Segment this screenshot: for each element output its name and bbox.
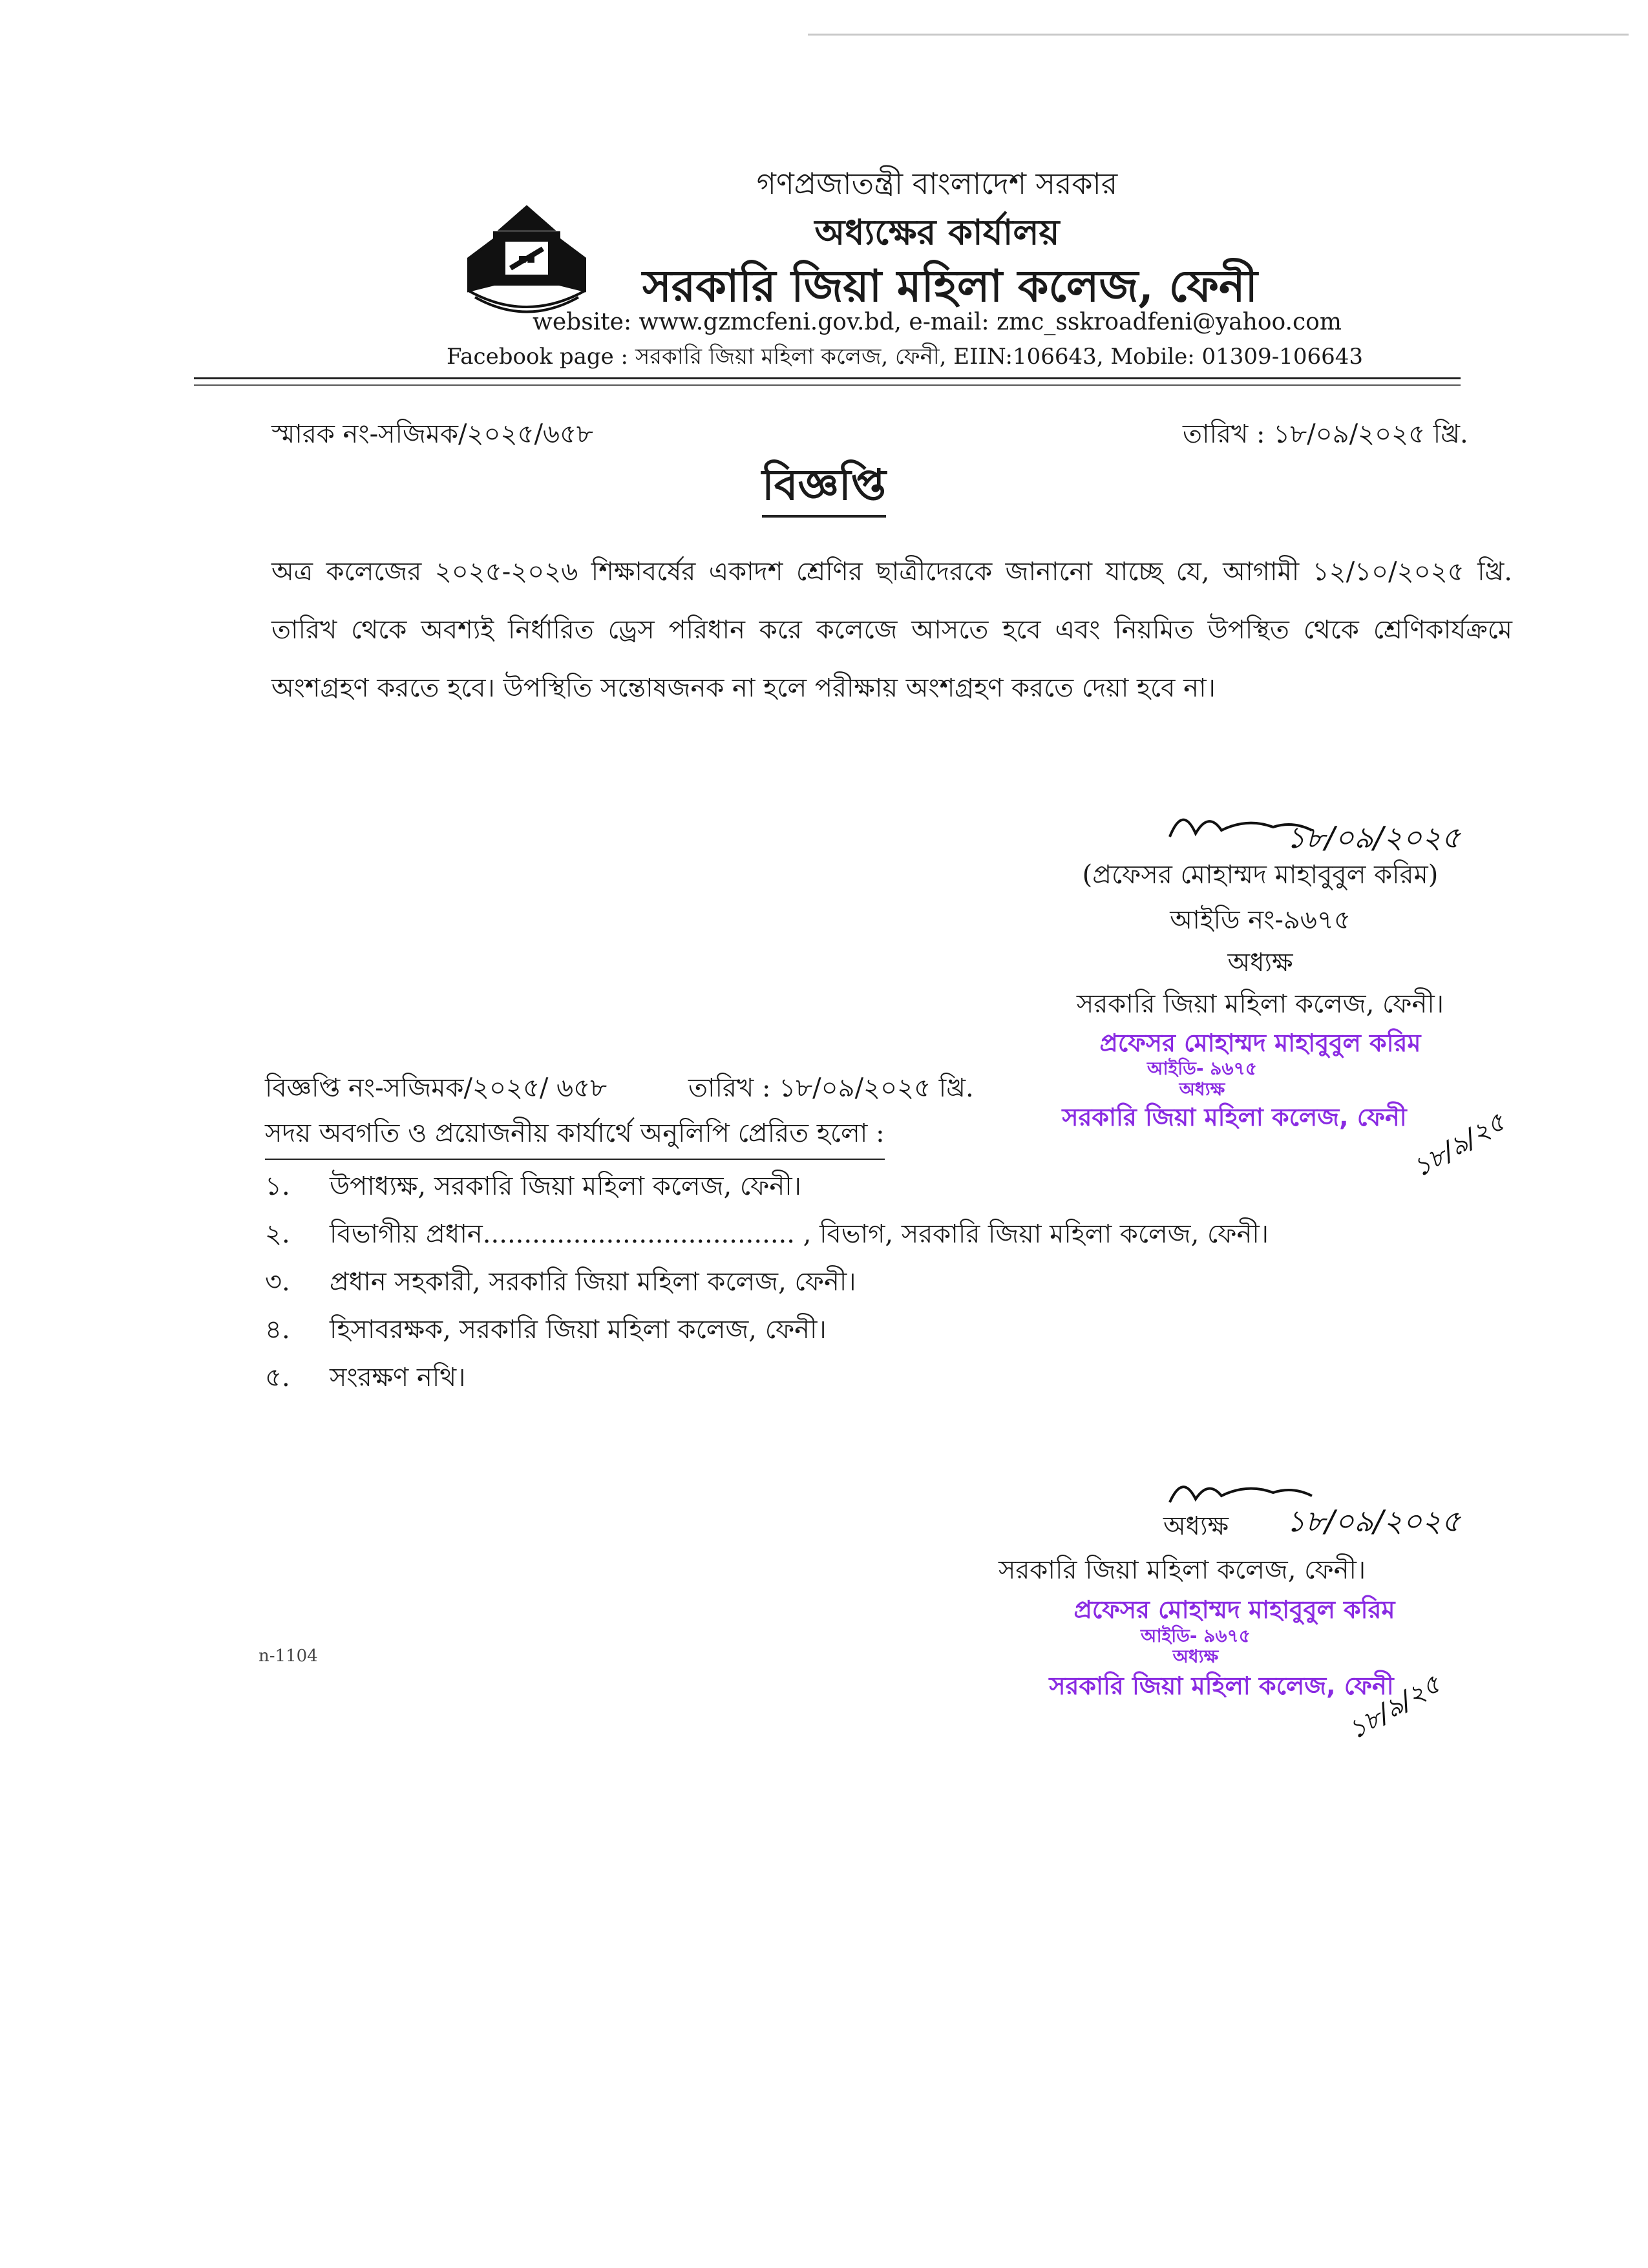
facebook-contact-line: Facebook page : সরকারি জিয়া মহিলা কলেজ, ফেনী, EIIN:106643, Mobile: 01309-106643 — [447, 344, 1363, 370]
office-heading: অধ্যক্ষের কার্যালয় — [814, 211, 1060, 253]
list-item-number: ৫. — [265, 1362, 290, 1392]
stamp2-designation: অধ্যক্ষ — [1172, 1646, 1219, 1667]
list-item — [265, 1354, 1493, 1402]
list-item-number: ৪. — [265, 1314, 290, 1345]
signature1-college: সরকারি জিয়া মহিলা কলেজ, ফেনী। — [1076, 989, 1444, 1019]
distribution-list — [265, 1163, 1493, 1402]
stamp1-id: আইডি- ৯৬৭৫ — [1147, 1058, 1257, 1079]
government-heading: গণপ্রজাতন্ত্রী বাংলাদেশ সরকার — [756, 166, 1118, 201]
stamp2-college: সরকারি জিয়া মহিলা কলেজ, ফেনী — [1049, 1672, 1394, 1700]
college-heading: সরকারি জিয়া মহিলা কলেজ, ফেনী — [642, 260, 1258, 312]
signature1-id: আইডি নং-৯৬৭৫ — [1170, 905, 1351, 935]
stamp1-college: সরকারি জিয়া মহিলা কলেজ, ফেনী — [1062, 1103, 1407, 1131]
signature2-designation: অধ্যক্ষ — [1163, 1511, 1229, 1541]
stamp2-name: প্রফেসর মোহাম্মদ মাহাবুবুল করিম — [1073, 1595, 1395, 1624]
list-item-text: উপাধ্যক্ষ, সরকারি জিয়া মহিলা কলেজ, ফেনী। — [330, 1171, 801, 1201]
header-divider-secondary — [194, 384, 1461, 386]
notice-body: অত্র কলেজের ২০২৫-২০২৬ শিক্ষাবর্ষের একাদশ শ্রেণির ছাত্রীদেরকে জানানো যাচ্ছে যে, আগামী ১২/১০/২০২৫ খ্রি. তারিখ থেকে অবশ্যই নির্ধারিত ড্রেস পরিধান করে কলেজে আসতে হবে এবং নিয়মিত উপস্থিত থেকে শ্রেণিকার্যক্রমে অংশগ্রহণ করতে হবে। উপস্থিতি সন্তোষজনক না হলে পরীক্ষায় অংশগ্রহণ করতে দেয়া হবে না। — [271, 557, 1512, 703]
list-item-number: ২. — [265, 1219, 290, 1249]
memo-reference: স্মারক নং-সজিমক/২০২৫/৬৫৮ — [271, 419, 593, 449]
stamp1-name: প্রফেসর মোহাম্মদ মাহাবুবুল করিম — [1099, 1029, 1421, 1057]
footer-reference: n-1104 — [259, 1646, 318, 1666]
list-item-number: ১. — [265, 1171, 290, 1201]
list-item-number: ৩. — [265, 1266, 290, 1297]
list-item-text: সংরক্ষণ নথি। — [330, 1362, 466, 1392]
signature2-handwritten-date: ১৮/০৯/২০২৫ — [1286, 1504, 1461, 1538]
list-item — [265, 1307, 1493, 1354]
website-email-line: website: www.gzmcfeni.gov.bd, e-mail: zmc_sskroadfeni@yahoo.com — [533, 309, 1342, 335]
signature1-handwritten-date: ১৮/০৯/২০২৫ — [1286, 820, 1461, 855]
list-item-text: বিভাগীয় প্রধান...................................... , বিভাগ, সরকারি জিয়া মহিলা কলেজ, ফেনী। — [330, 1219, 1269, 1249]
signature2-college: সরকারি জিয়া মহিলা কলেজ, ফেনী। — [998, 1555, 1366, 1585]
signature1-designation: অধ্যক্ষ — [1227, 948, 1293, 978]
copy-reference: বিজ্ঞপ্তি নং-সজিমক/২০২৫/ ৬৫৮ — [265, 1073, 607, 1103]
svg-text:■■: ■■ — [518, 254, 536, 264]
top-scan-line — [808, 34, 1629, 36]
copy-date: তারিখ : ১৮/০৯/২০২৫ খ্রি. — [688, 1073, 974, 1103]
stamp2-id: আইডি- ৯৬৭৫ — [1141, 1625, 1251, 1646]
list-item — [265, 1259, 1493, 1307]
list-item — [265, 1211, 1493, 1259]
copy-intro: সদয় অবগতি ও প্রয়োজনীয় কার্যার্থে অনুলিপি প্রেরিত হলো : — [265, 1113, 885, 1160]
list-item-text: হিসাবরক্ষক, সরকারি জিয়া মহিলা কলেজ, ফেনী। — [330, 1314, 827, 1345]
stamp1-handwritten-date: ১৮/৯/২৫ — [1408, 1107, 1511, 1184]
signature1-name: (প্রফেসর মোহাম্মদ মাহাবুবুল করিম) — [1082, 860, 1439, 890]
stamp1-designation: অধ্যক্ষ — [1179, 1078, 1225, 1100]
stamp2-handwritten-date: ১৮/৯/২৫ — [1343, 1669, 1446, 1746]
list-item-text: প্রধান সহকারী, সরকারি জিয়া মহিলা কলেজ, ফেনী। — [330, 1266, 856, 1297]
list-item — [265, 1163, 1493, 1211]
header-divider — [194, 377, 1461, 379]
notice-title-text: বিজ্ঞপ্তি — [762, 459, 886, 518]
notice-title — [0, 452, 1648, 523]
memo-date: তারিখ : ১৮/০৯/২০২৫ খ্রি. — [1183, 419, 1468, 449]
